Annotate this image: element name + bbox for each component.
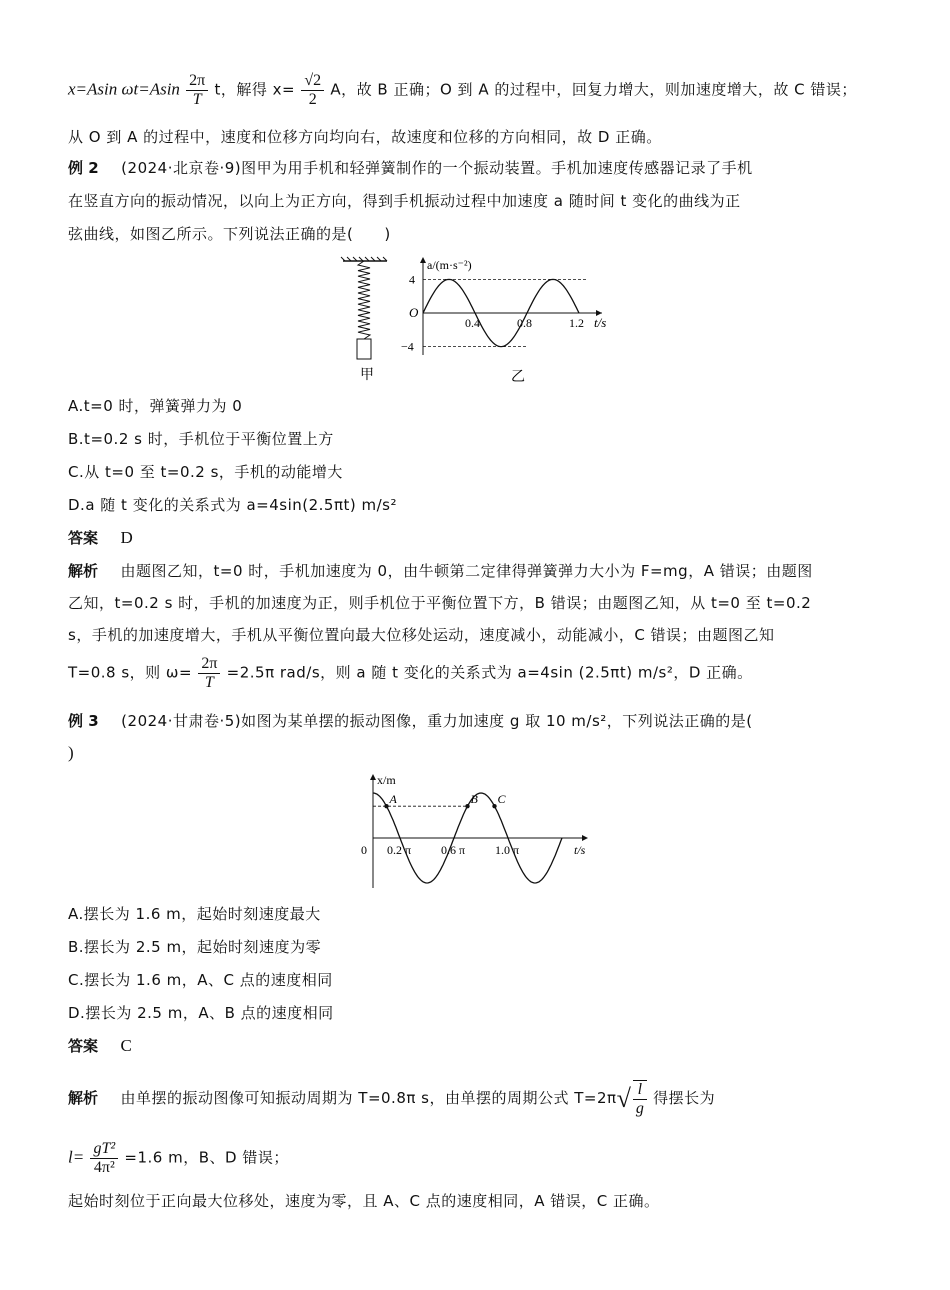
pendulum-displacement-chart	[361, 773, 588, 888]
spring-device-jia	[341, 257, 387, 383]
example2-option-c: C.从 t=0 至 t=0.2 s，手机的动能增大	[68, 463, 343, 481]
example2-option-b: B.t=0.2 s 时，手机位于平衡位置上方	[68, 430, 334, 448]
point-label-b: B	[470, 792, 478, 807]
fraction	[198, 655, 220, 692]
fraction-denominator: g	[635, 1100, 644, 1117]
y-axis-arrow	[420, 257, 426, 263]
point-label-c: C	[497, 792, 506, 807]
x-tick-label: 0.8	[517, 316, 532, 330]
example3-option-c: C.摆长为 1.6 m，A、C 点的速度相同	[68, 971, 333, 989]
answer-value: D	[120, 528, 133, 547]
example2-stem-line-2: 在竖直方向的振动情况，以向上为正方向，得到手机振动过程中加速度 a 随时间 t 变化的曲线为正	[68, 192, 741, 210]
example-stem-text: (2024·北京卷·9)图甲为用手机和轻弹簧制作的一个振动装置。手机加速度传感器记录了手机	[121, 159, 753, 177]
example3-option-b: B.摆长为 2.5 m，起始时刻速度为零	[68, 938, 322, 956]
fraction	[301, 72, 324, 109]
x-tick-label: 0.2 π	[387, 843, 412, 857]
answer-value: C	[120, 1036, 132, 1055]
point-a	[384, 804, 388, 808]
example-stem-text: (2024·甘肃卷·5)如图为某单摆的振动图像，重力加速度 g 取 10 m/s²，下列说法正确的是(	[121, 712, 753, 730]
example2-option-a: A.t=0 时，弹簧弹力为 0	[68, 397, 243, 415]
example2-stem-line-1	[68, 157, 753, 179]
fraction-numerator: 2π	[198, 655, 220, 674]
analysis-text: =2.5π rad/s，则 a 随 t 变化的关系式为 a=4sin (2.5πt) m/s²，D 正确。	[226, 663, 753, 682]
example2-figure	[335, 255, 625, 385]
fraction-numerator: l	[633, 1081, 647, 1100]
solution-line-1	[68, 72, 857, 109]
fraction-numerator: √2	[301, 72, 324, 91]
sqrt-sign: √	[616, 1084, 631, 1113]
tick-label-neg: −4	[401, 339, 414, 354]
analysis-text: 得摆长为	[653, 1088, 716, 1107]
analysis-text: l=	[68, 1147, 85, 1167]
example-label: 例 2	[68, 159, 99, 177]
fraction-denominator: 2	[308, 91, 317, 108]
origin-label: O	[409, 305, 419, 320]
example3-stem-line-1	[68, 710, 753, 732]
label-yi: 乙	[511, 370, 525, 385]
tick-label-pos: 4	[409, 272, 415, 287]
analysis-label: 解析	[68, 1088, 99, 1107]
solution-text: x=Asin ωt=Asin	[68, 79, 180, 99]
y-axis-label: x/m	[377, 773, 396, 787]
answer-label: 答案	[68, 529, 99, 547]
x-tick-label: 1.2	[569, 316, 584, 330]
y-axis-label: a/(m·s⁻²)	[427, 258, 472, 272]
fraction	[186, 72, 208, 109]
fraction-numerator: 2π	[186, 72, 208, 91]
point-label-a: A	[389, 792, 397, 807]
analysis-text: 由题图乙知，t=0 时，手机加速度为 0，由牛顿第二定律得弹簧弹力大小为 F=mg，A 错误；由题图	[120, 562, 813, 580]
analysis-text: T=0.8 s，则 ω=	[68, 663, 193, 682]
fraction-denominator: T	[192, 91, 202, 108]
example3-answer	[68, 1035, 132, 1057]
example2-analysis-line-1	[68, 560, 813, 582]
y-axis-arrow	[370, 774, 376, 780]
fraction-denominator: T	[204, 674, 214, 691]
example3-option-a: A.摆长为 1.6 m，起始时刻速度最大	[68, 905, 321, 923]
example2-analysis-line-2: 乙知，t=0.2 s 时，手机的加速度为正，则手机位于平衡位置下方，B 错误；由题图乙知，从 t=0 至 t=0.2	[68, 594, 812, 612]
solution-text: t，解得 x=	[214, 80, 296, 99]
example3-analysis-line-1	[68, 1080, 715, 1118]
fraction	[633, 1080, 647, 1118]
origin-label: 0	[361, 843, 367, 857]
solution-line-2: 从 O 到 A 的过程中，速度和位移方向均向右，故速度和位移的方向相同，故 D 正确。	[68, 128, 662, 146]
acceleration-time-chart	[401, 257, 606, 355]
x-axis-arrow	[582, 835, 588, 841]
point-c	[492, 804, 496, 808]
example3-option-d: D.摆长为 2.5 m，A、B 点的速度相同	[68, 1004, 334, 1022]
label-jia: 甲	[360, 368, 374, 383]
example2-analysis-line-4	[68, 655, 753, 692]
x-axis-label: t/s	[574, 843, 586, 857]
x-tick-label: 0.4	[465, 316, 480, 330]
example3-figure	[350, 770, 600, 895]
example2-analysis-line-3: s，手机的加速度增大，手机从平衡位置向最大位移处运动，速度减小，动能减小，C 错误；由题图乙知	[68, 626, 775, 644]
fraction	[90, 1140, 118, 1177]
x-tick-label: 1.0 π	[495, 843, 520, 857]
example2-stem-line-3: 弦曲线，如图乙所示。下列说法正确的是( )	[68, 225, 391, 243]
example3-analysis-line-3: 起始时刻位于正向最大位移处，速度为零，且 A、C 点的速度相同，A 错误，C 正确。	[68, 1192, 660, 1210]
fraction-numerator: gT²	[90, 1140, 118, 1159]
solution-text: A，故 B 正确；O 到 A 的过程中，回复力增大，则加速度增大，故 C 错误；	[330, 80, 857, 99]
example3-stem-line-2: )	[68, 743, 74, 762]
analysis-label: 解析	[68, 562, 99, 580]
example3-analysis-line-2	[68, 1140, 289, 1177]
fraction-denominator: 4π²	[93, 1159, 115, 1176]
analysis-text: =1.6 m，B、D 错误；	[124, 1148, 289, 1167]
example2-option-d: D.a 随 t 变化的关系式为 a=4sin(2.5πt) m/s²	[68, 496, 397, 514]
x-axis-label: t/s	[594, 315, 607, 330]
analysis-text: 由单摆的振动图像可知振动周期为 T=0.8π s，由单摆的周期公式 T=2π	[120, 1088, 617, 1107]
x-tick-label: 0.6 π	[441, 843, 466, 857]
example-label: 例 3	[68, 712, 99, 730]
example2-answer	[68, 527, 133, 549]
answer-label: 答案	[68, 1037, 99, 1055]
point-b	[465, 804, 469, 808]
